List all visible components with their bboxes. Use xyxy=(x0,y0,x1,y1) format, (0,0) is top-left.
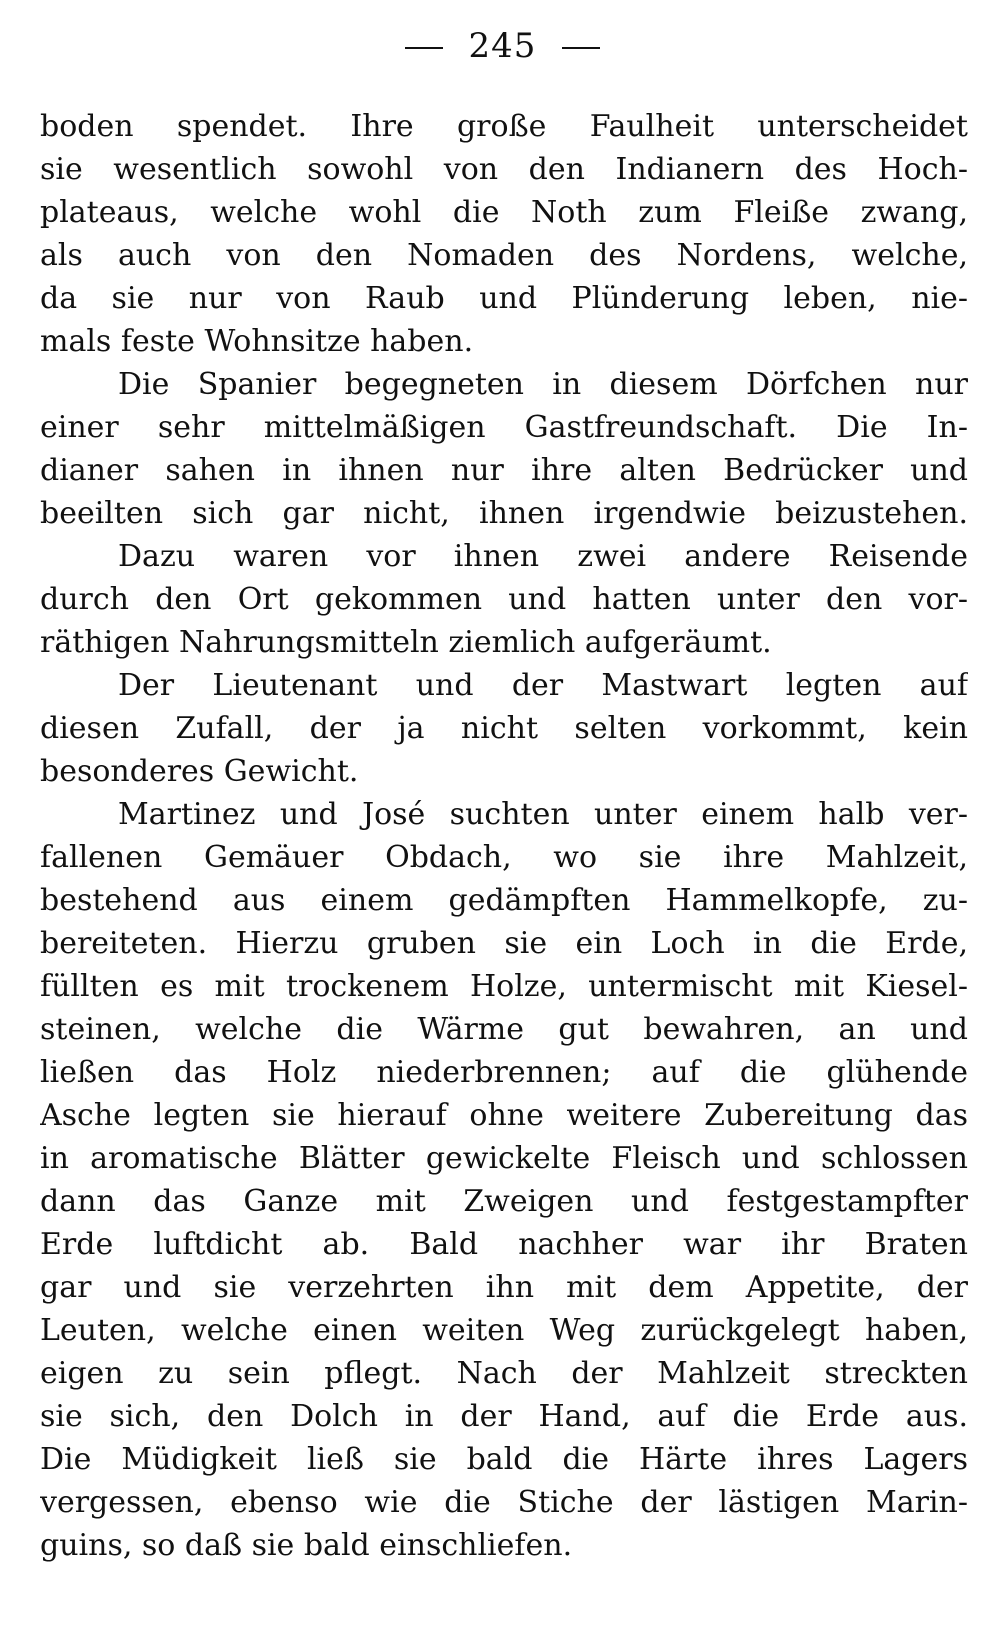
text-line: guins, so daß sie bald einschliefen. xyxy=(40,1528,573,1563)
text-line: mals feste Wohnsitze haben. xyxy=(40,324,474,359)
text-line: sie sich, den Dolch in der Hand, auf die Erde aus. xyxy=(40,1399,968,1434)
paragraph xyxy=(40,793,968,1567)
text-line: Erde luftdicht ab. Bald nachher war ihr Braten xyxy=(40,1227,968,1262)
text-line: durch den Ort gekommen und hatten unter den vor- xyxy=(40,582,968,617)
page-number: 245 xyxy=(468,26,537,66)
text-line: Leuten, welche einen weiten Weg zurückgelegt haben, xyxy=(40,1313,968,1348)
text-line: steinen, welche die Wärme gut bewahren, an und xyxy=(40,1012,968,1047)
paragraph xyxy=(40,664,968,793)
text-line: als auch von den Nomaden des Nordens, welche, xyxy=(40,238,968,273)
paragraph xyxy=(40,363,968,535)
header-dash-right xyxy=(562,47,600,49)
text-line: diesen Zufall, der ja nicht selten vorkommt, kein xyxy=(40,711,968,746)
text-line: besonderes Gewicht. xyxy=(40,754,359,789)
paragraph xyxy=(40,535,968,664)
text-line: fallenen Gemäuer Obdach, wo sie ihre Mahlzeit, xyxy=(40,840,968,875)
text-line: räthigen Nahrungsmitteln ziemlich aufgeräumt. xyxy=(40,625,772,660)
text-line: dianer sahen in ihnen nur ihre alten Bedrücker und xyxy=(40,453,968,488)
text-line: füllten es mit trockenem Holze, untermischt mit Kiesel- xyxy=(40,969,968,1004)
page-header xyxy=(0,22,1005,70)
text-line: vergessen, ebenso wie die Stiche der lästigen Marin- xyxy=(40,1485,968,1520)
text-line: dann das Ganze mit Zweigen und festgestampfter xyxy=(40,1184,968,1219)
text-line: boden spendet. Ihre große Faulheit unterscheidet xyxy=(40,109,968,144)
text-line: beeilten sich gar nicht, ihnen irgendwie beizustehen. xyxy=(40,496,968,531)
body-text xyxy=(40,105,968,1567)
text-line: Die Müdigkeit ließ sie bald die Härte ihres Lagers xyxy=(40,1442,968,1477)
header-dash-left xyxy=(405,47,443,49)
text-line: Asche legten sie hierauf ohne weitere Zubereitung das xyxy=(40,1098,968,1133)
text-line: Dazu waren vor ihnen zwei andere Reisende xyxy=(118,539,968,574)
text-line: Martinez und José suchten unter einem halb ver- xyxy=(118,797,968,832)
text-line: ließen das Holz niederbrennen; auf die glühende xyxy=(40,1055,968,1090)
text-line: sie wesentlich sowohl von den Indianern des Hoch- xyxy=(40,152,968,187)
text-line: Der Lieutenant und der Mastwart legten auf xyxy=(118,668,968,703)
text-line: da sie nur von Raub und Plünderung leben, nie- xyxy=(40,281,968,316)
paragraph xyxy=(40,105,968,363)
text-line: eigen zu sein pflegt. Nach der Mahlzeit streckten xyxy=(40,1356,968,1391)
text-line: in aromatische Blätter gewickelte Fleisch und schlossen xyxy=(40,1141,968,1176)
text-line: plateaus, welche wohl die Noth zum Fleiße zwang, xyxy=(40,195,968,230)
text-line: einer sehr mittelmäßigen Gastfreundschaft. Die In- xyxy=(40,410,968,445)
text-line: bereiteten. Hierzu gruben sie ein Loch in die Erde, xyxy=(40,926,968,961)
text-line: gar und sie verzehrten ihn mit dem Appetite, der xyxy=(40,1270,968,1305)
text-line: Die Spanier begegneten in diesem Dörfchen nur xyxy=(118,367,968,402)
text-line: bestehend aus einem gedämpften Hammelkopfe, zu- xyxy=(40,883,968,918)
